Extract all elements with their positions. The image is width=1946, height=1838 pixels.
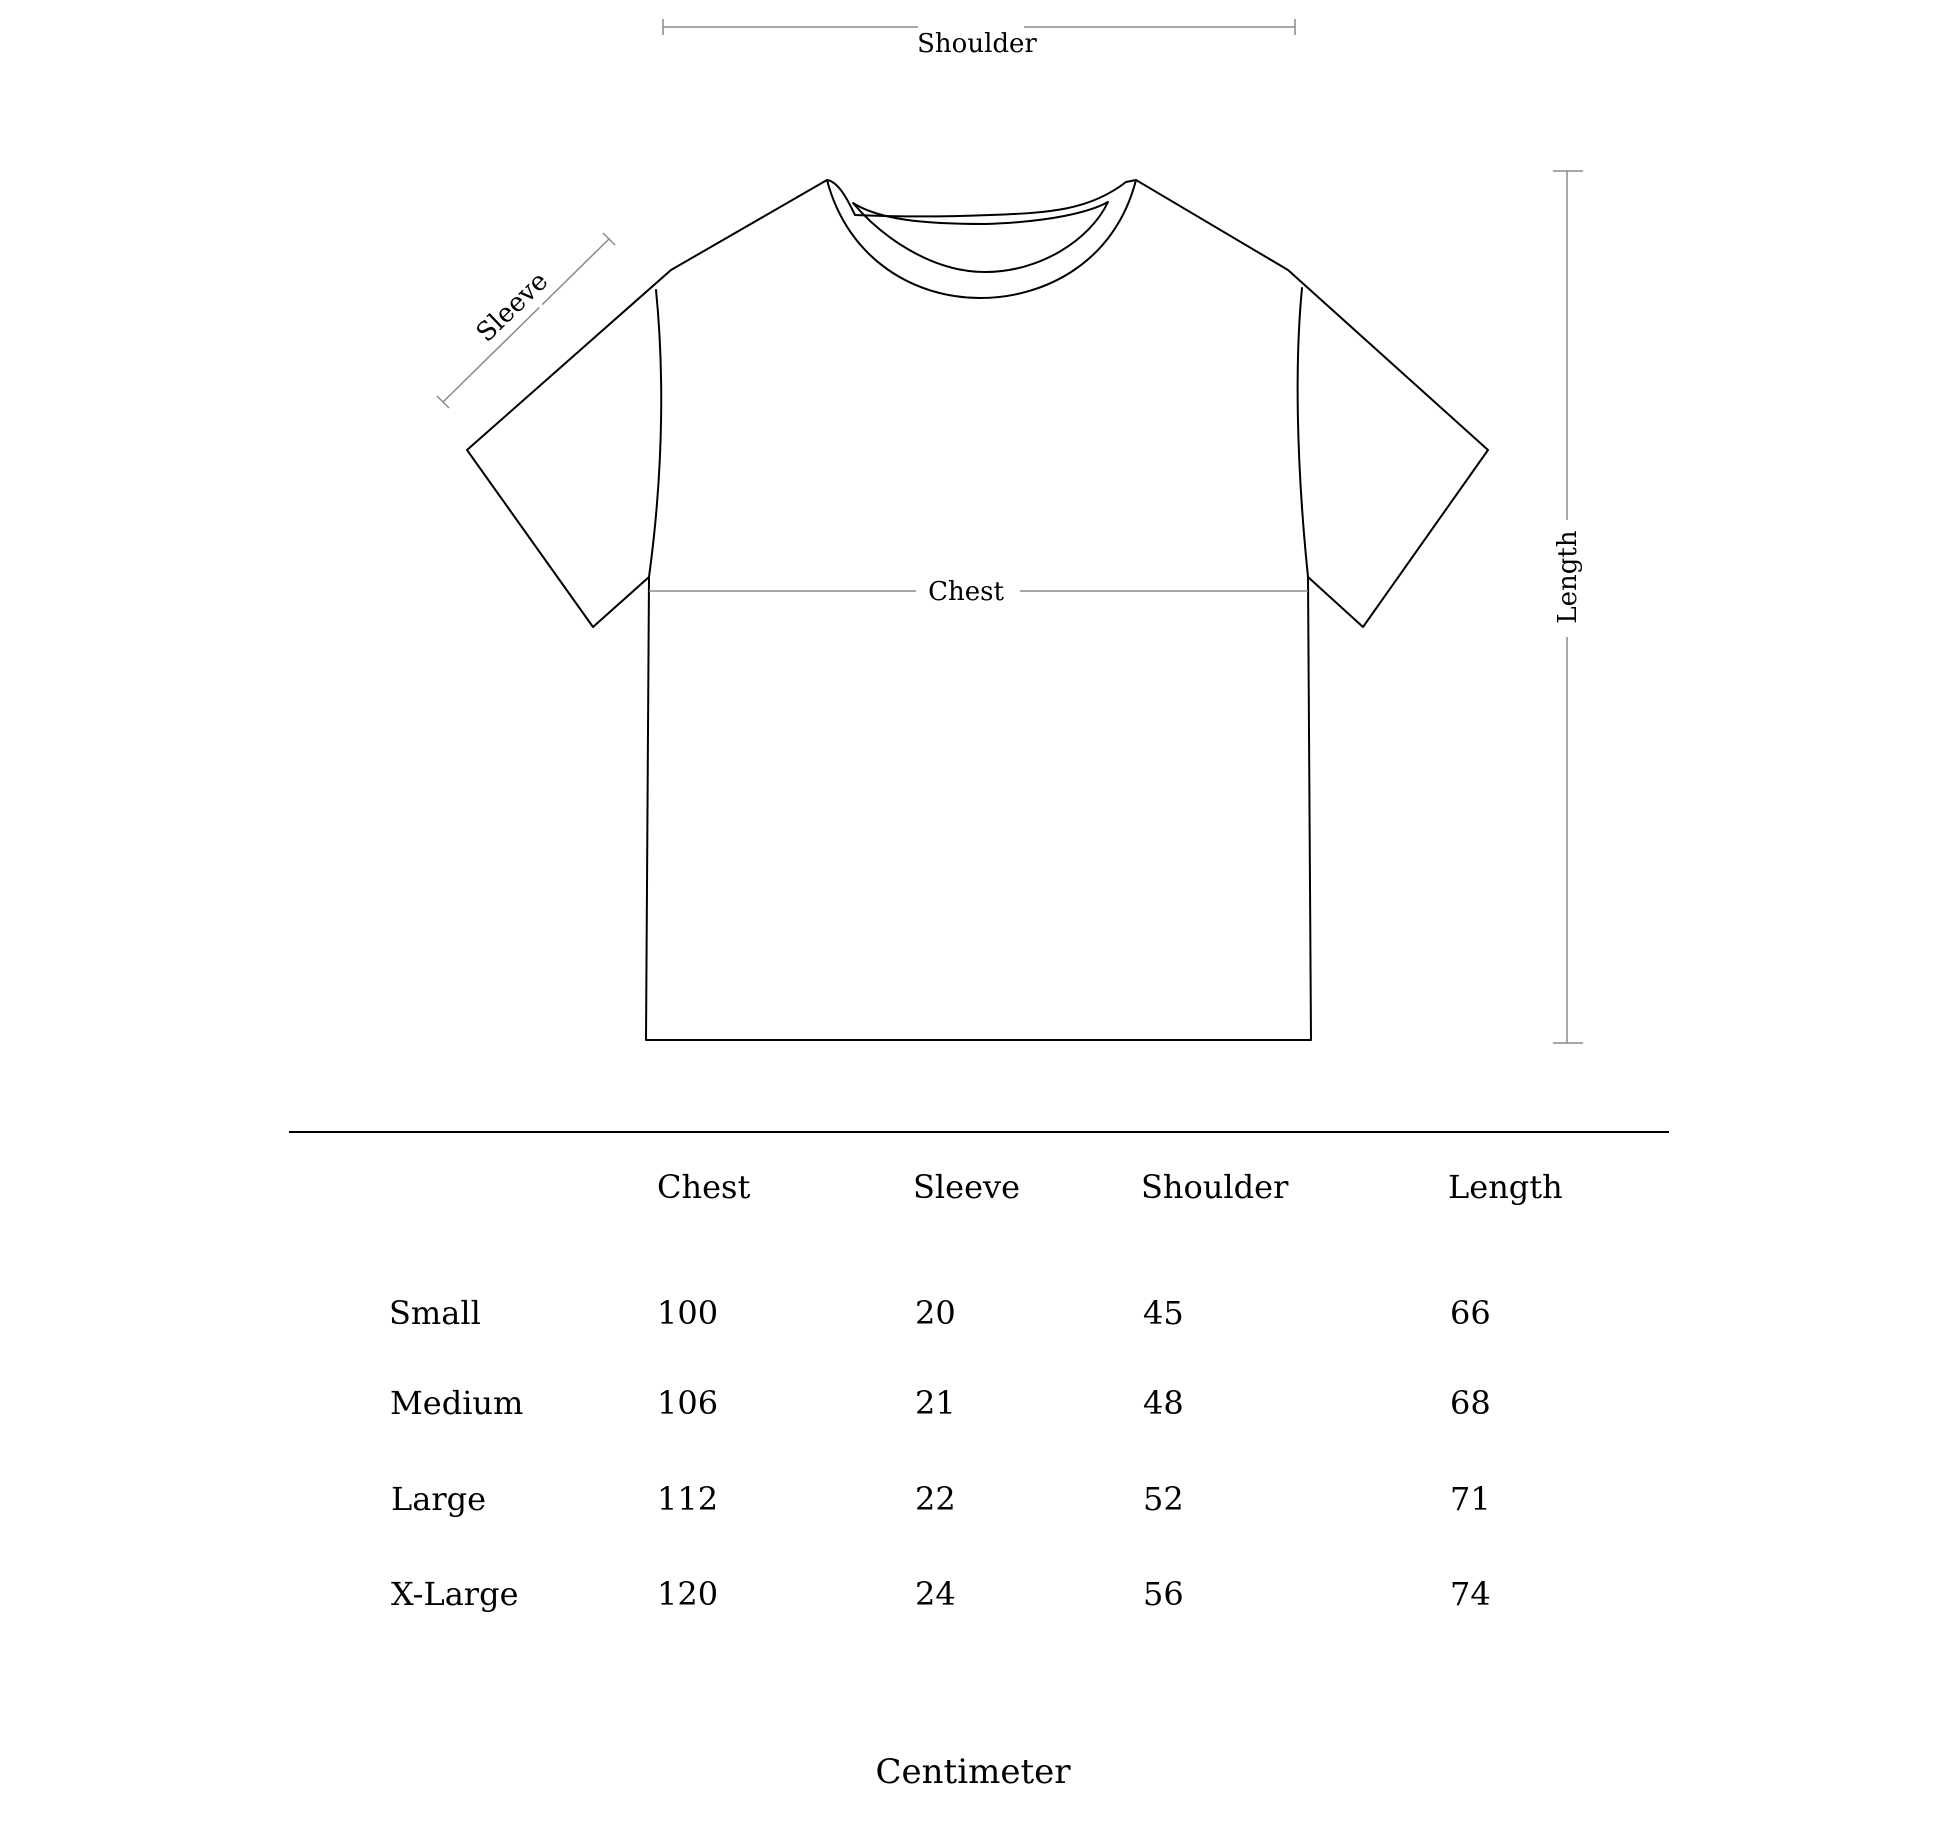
row-label-x-large: X-Large (391, 1575, 519, 1613)
cell-large-shoulder: 52 (1143, 1480, 1184, 1518)
cell-large-sleeve: 22 (915, 1480, 956, 1518)
cell-small-length: 66 (1450, 1294, 1491, 1332)
collar-inner (853, 202, 1108, 272)
sleeve-measure-label: Sleeve (470, 266, 555, 349)
sleeve-measure (437, 233, 615, 408)
left-armhole-seam (649, 290, 661, 577)
column-header-chest: Chest (657, 1168, 751, 1206)
unit-label: Centimeter (875, 1752, 1071, 1792)
cell-x-large-length: 74 (1450, 1575, 1491, 1613)
tshirt-body-outline (467, 180, 1488, 1040)
shoulder-measure (663, 19, 1295, 59)
cell-small-chest: 100 (657, 1294, 719, 1332)
cell-large-length: 71 (1450, 1480, 1491, 1518)
cell-medium-chest: 106 (657, 1384, 719, 1422)
column-header-shoulder: Shoulder (1141, 1168, 1289, 1206)
length-measure-label: Length (1553, 530, 1583, 624)
cell-medium-length: 68 (1450, 1384, 1491, 1422)
row-label-small: Small (389, 1294, 481, 1332)
row-label-large: Large (391, 1480, 487, 1518)
cell-medium-sleeve: 21 (915, 1384, 956, 1422)
length-measure (1553, 171, 1583, 1043)
cell-x-large-shoulder: 56 (1143, 1575, 1184, 1613)
chest-measure (649, 577, 1308, 607)
cell-x-large-chest: 120 (657, 1575, 719, 1613)
right-armhole-seam (1298, 288, 1308, 577)
cell-medium-shoulder: 48 (1143, 1384, 1184, 1422)
tshirt-outline (467, 180, 1488, 1040)
sleeve-measure-line (443, 239, 609, 402)
column-header-sleeve: Sleeve (913, 1168, 1021, 1206)
chest-measure-label: Chest (928, 577, 1004, 607)
collar-outer (827, 180, 1136, 298)
cell-large-chest: 112 (657, 1480, 719, 1518)
cell-small-shoulder: 45 (1143, 1294, 1184, 1332)
cell-small-sleeve: 20 (915, 1294, 956, 1332)
column-header-length: Length (1448, 1168, 1563, 1206)
row-label-medium: Medium (390, 1384, 524, 1422)
cell-x-large-sleeve: 24 (915, 1575, 956, 1613)
shoulder-measure-label: Shoulder (917, 29, 1037, 59)
